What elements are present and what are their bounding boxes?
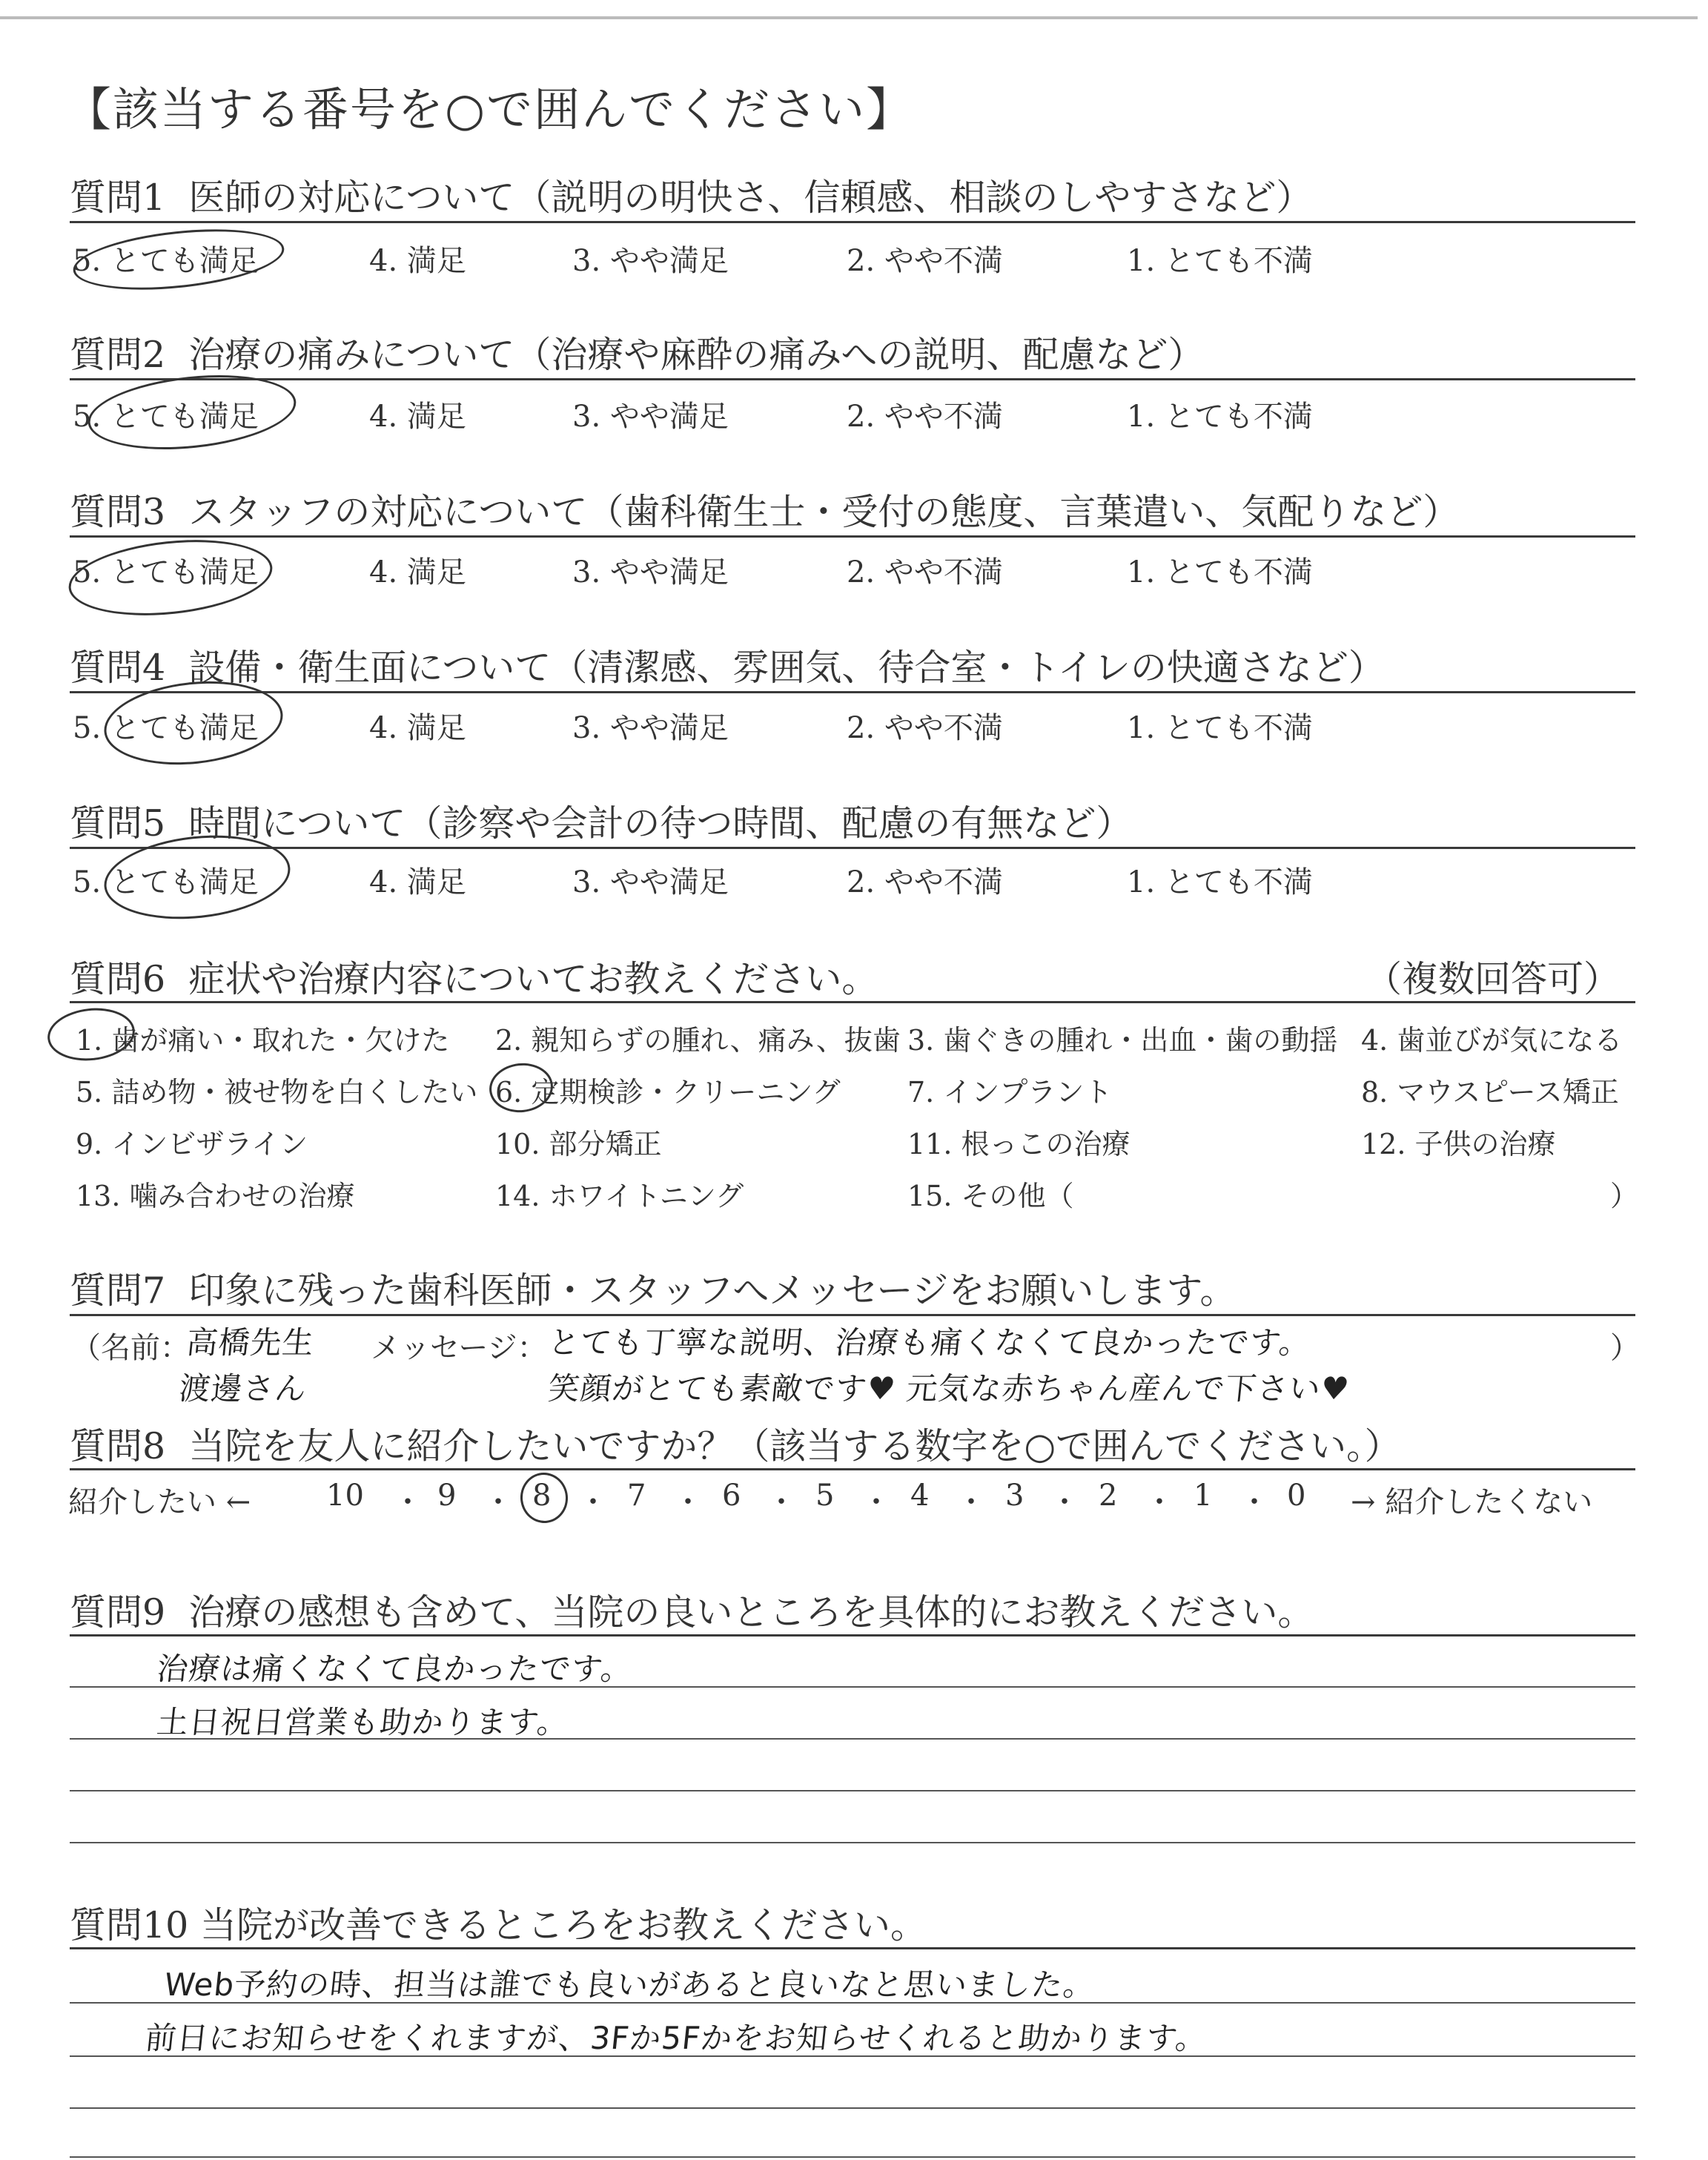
question-5-rule <box>70 847 1635 849</box>
q9-answer-line <box>70 1790 1635 1791</box>
question-2-heading <box>70 326 1204 378</box>
q1-option-5[interactable]: 5. とても満足 <box>73 244 259 278</box>
q6-option-12[interactable]: 12. 子供の治療 <box>1361 1128 1556 1160</box>
question-6-heading <box>70 951 878 1003</box>
question-2-label: 質問2 <box>70 334 166 376</box>
q1-option-4[interactable]: 4. 満足 <box>369 244 466 278</box>
q3-selection-circle <box>65 531 277 624</box>
question-10-rule <box>70 1947 1635 1949</box>
question-6-note: （複数回答可） <box>1366 958 1621 1000</box>
q2-option-4[interactable]: 4. 満足 <box>369 400 466 434</box>
q3-option-4[interactable]: 4. 満足 <box>369 555 466 589</box>
q5-option-5[interactable]: 5. とても満足 <box>73 865 259 899</box>
q6-option-11[interactable]: 11. 根っこの治療 <box>907 1128 1131 1160</box>
q10-answer-line-1[interactable]: Web予約の時、担当は誰でも良いがあると良いなと思いました。 <box>162 1966 1097 2003</box>
question-4-rule <box>70 691 1635 693</box>
question-6-rule <box>70 1001 1635 1003</box>
question-7-label: 質問7 <box>70 1269 166 1312</box>
question-4-label: 質問4 <box>70 647 166 689</box>
q8-score-6[interactable]: 6 <box>722 1479 741 1513</box>
question-1-label: 質問1 <box>70 176 166 219</box>
q10-answer-line <box>70 2107 1635 2109</box>
q9-answer-line-2[interactable]: 土日祝日営業も助かります。 <box>155 1704 571 1740</box>
q8-dot: ・ <box>1239 1485 1269 1519</box>
q7-name-line-1[interactable]: 高橋先生 <box>185 1324 317 1361</box>
q8-dot: ・ <box>673 1485 703 1519</box>
q6-option-9[interactable]: 9. インビザライン <box>76 1128 308 1160</box>
q8-selection-circle <box>518 1470 571 1525</box>
q6-option-5[interactable]: 5. 詰め物・被せ物を白くしたい <box>76 1076 478 1109</box>
q8-dot: ・ <box>483 1485 513 1519</box>
q5-option-2[interactable]: 2. やや不満 <box>847 865 1003 899</box>
q10-answer-line <box>70 2156 1635 2158</box>
question-3-rule <box>70 535 1635 538</box>
q6-option-8[interactable]: 8. マウスピース矯正 <box>1361 1076 1619 1109</box>
q4-option-4[interactable]: 4. 満足 <box>369 711 466 745</box>
question-9-label: 質問9 <box>70 1591 166 1634</box>
q3-option-1[interactable]: 1. とても不満 <box>1127 555 1313 589</box>
q8-score-10[interactable]: 10 <box>326 1479 364 1513</box>
q1-option-2[interactable]: 2. やや不満 <box>847 244 1003 278</box>
q5-option-4[interactable]: 4. 満足 <box>369 865 466 899</box>
q1-option-3[interactable]: 3. やや満足 <box>572 244 729 278</box>
q6-option-6[interactable]: 6. 定期検診・クリーニング <box>495 1076 841 1109</box>
q7-message-line-2[interactable]: 笑顔がとても素敵です♥ 元気な赤ちゃん産んで下さい♥ <box>546 1370 1351 1407</box>
q6-option-3[interactable]: 3. 歯ぐきの腫れ・出血・歯の動揺 <box>907 1024 1338 1057</box>
q8-score-3[interactable]: 3 <box>1005 1479 1025 1513</box>
question-10-label: 質問10 <box>70 1904 189 1946</box>
question-7-rule <box>70 1314 1635 1316</box>
q8-right-label: → 紹介したくない <box>1351 1485 1593 1519</box>
question-2-rule <box>70 378 1635 380</box>
q6-option-7[interactable]: 7. インプラント <box>907 1076 1113 1109</box>
question-3-label: 質問3 <box>70 491 166 533</box>
q3-option-5[interactable]: 5. とても満足 <box>73 555 259 589</box>
q8-score-9[interactable]: 9 <box>437 1479 457 1513</box>
q7-message-line-1[interactable]: とても丁寧な説明、治療も痛くなくて良かったです。 <box>546 1324 1313 1361</box>
question-4-heading <box>70 639 1385 691</box>
q8-score-2[interactable]: 2 <box>1099 1479 1118 1513</box>
q6-option-1[interactable]: 1. 歯が痛い・取れた・欠けた <box>76 1024 450 1057</box>
q8-score-0[interactable]: 0 <box>1287 1479 1306 1513</box>
q3-option-2[interactable]: 2. やや不満 <box>847 555 1003 589</box>
q10-answer-line-2[interactable]: 前日にお知らせをくれますが、3Fか5Fかをお知らせくれると助かります。 <box>143 2020 1210 2056</box>
q9-answer-line-1[interactable]: 治療は痛くなくて良かったです。 <box>155 1651 635 1687</box>
q9-answer-line <box>70 1842 1635 1843</box>
q3-option-3[interactable]: 3. やや満足 <box>572 555 729 589</box>
question-1-rule <box>70 221 1635 223</box>
question-6-label: 質問6 <box>70 958 166 1000</box>
question-8-text: 当院を友人に紹介したいですか？（該当する数字を○で囲んでください。） <box>188 1425 1401 1467</box>
q8-score-4[interactable]: 4 <box>910 1479 930 1513</box>
scan-top-edge <box>0 16 1698 19</box>
q1-selection-circle <box>70 220 287 298</box>
question-6-text: 症状や治療内容についてお教えください。 <box>188 958 878 1000</box>
q4-option-3[interactable]: 3. やや満足 <box>572 711 729 745</box>
q8-dot: ・ <box>1145 1485 1174 1519</box>
question-1-text: 医師の対応について（説明の明快さ、信頼感、相談のしやすさなど） <box>188 176 1313 219</box>
q2-option-5[interactable]: 5. とても満足 <box>73 400 259 434</box>
question-10-text: 当院が改善できるところをお教えください。 <box>199 1904 927 1946</box>
question-8-rule <box>70 1468 1635 1470</box>
question-4-text: 設備・衛生面について（清潔感、雰囲気、待合室・トイレの快適さなど） <box>188 647 1385 689</box>
q8-score-1[interactable]: 1 <box>1194 1479 1213 1513</box>
q8-dot: ・ <box>578 1485 608 1519</box>
q2-option-2[interactable]: 2. やや不満 <box>847 400 1003 434</box>
question-5-label: 質問5 <box>70 802 166 845</box>
q8-dot: ・ <box>956 1485 986 1519</box>
q8-dot: ・ <box>861 1485 891 1519</box>
q5-option-3[interactable]: 3. やや満足 <box>572 865 729 899</box>
q6-option-4[interactable]: 4. 歯並びが気になる <box>1361 1024 1623 1057</box>
q8-dot: ・ <box>1050 1485 1079 1519</box>
question-8-heading <box>70 1418 1401 1470</box>
q6-option-2[interactable]: 2. 親知らずの腫れ、痛み、抜歯 <box>495 1024 901 1057</box>
q8-left-label: 紹介したい ← <box>68 1485 251 1519</box>
q2-option-1[interactable]: 1. とても不満 <box>1127 400 1313 434</box>
question-7-text: 印象に残った歯科医師・スタッフへメッセージをお願いします。 <box>188 1269 1237 1312</box>
q7-close-paren: ） <box>1610 1331 1640 1365</box>
q8-dot: ・ <box>767 1485 796 1519</box>
q6-option-13[interactable]: 13. 噛み合わせの治療 <box>76 1180 355 1212</box>
q5-option-1[interactable]: 1. とても不満 <box>1127 865 1313 899</box>
question-1-heading <box>70 169 1312 221</box>
q8-dot: ・ <box>393 1485 423 1519</box>
q6-option-15[interactable]: 15. その他（ <box>907 1180 1074 1212</box>
q6-option-10[interactable]: 10. 部分矯正 <box>495 1128 662 1160</box>
q1-option-1[interactable]: 1. とても不満 <box>1127 244 1313 278</box>
q4-option-2[interactable]: 2. やや不満 <box>847 711 1003 745</box>
q7-name-label: （名前： <box>71 1331 190 1365</box>
q6-option-14[interactable]: 14. ホワイトニング <box>495 1180 744 1212</box>
question-9-text: 治療の感想も含めて、当院の良いところを具体的にお教えください。 <box>188 1591 1314 1634</box>
q8-score-5[interactable]: 5 <box>815 1479 835 1513</box>
q8-score-7[interactable]: 7 <box>627 1479 646 1513</box>
question-9-heading <box>70 1584 1314 1636</box>
q7-name-line-2[interactable]: 渡邊さん <box>177 1370 309 1407</box>
question-3-text: スタッフの対応について（歯科衛生士・受付の態度、言葉遣い、気配りなど） <box>188 491 1460 533</box>
q8-score-8[interactable]: 8 <box>532 1479 552 1513</box>
q6-option-15-close-paren: ） <box>1610 1180 1639 1212</box>
question-10-heading <box>70 1897 927 1949</box>
question-7-heading <box>70 1262 1237 1314</box>
q4-option-1[interactable]: 1. とても不満 <box>1127 711 1313 745</box>
question-8-label: 質問8 <box>70 1425 166 1467</box>
q2-option-3[interactable]: 3. やや満足 <box>572 400 729 434</box>
question-3-heading <box>70 483 1459 535</box>
q4-option-5[interactable]: 5. とても満足 <box>73 711 259 745</box>
question-9-rule <box>70 1634 1635 1636</box>
page-title: 【該当する番号を○で囲んでください】 <box>65 82 914 136</box>
q7-message-label: メッセージ： <box>371 1331 547 1365</box>
question-2-text: 治療の痛みについて（治療や麻酔の痛みへの説明、配慮など） <box>188 334 1205 376</box>
question-5-text: 時間について（診察や会計の待つ時間、配慮の有無など） <box>188 802 1133 845</box>
